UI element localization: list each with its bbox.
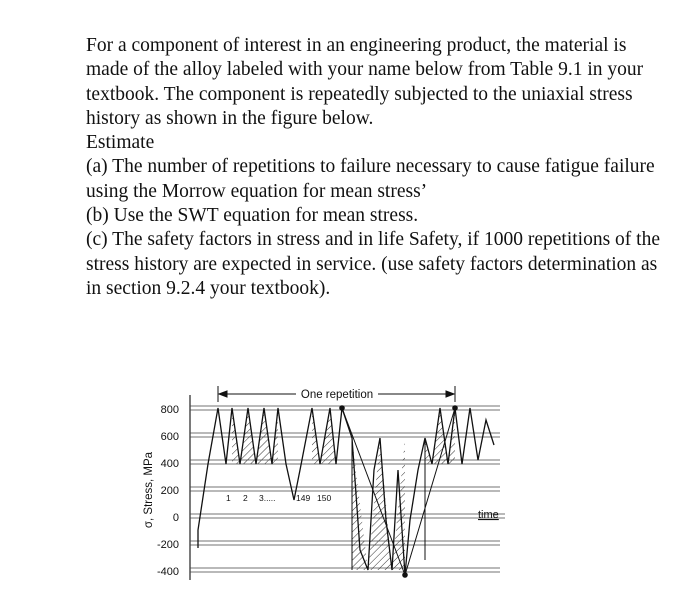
estimate-heading: Estimate [86, 132, 155, 154]
part-b: (b) Use the SWT equation for mean stress. [86, 205, 419, 227]
hatched-regions [232, 408, 455, 570]
ytick-minus-400: -400 [156, 566, 179, 578]
cycle-label-150: 150 [317, 493, 332, 503]
peak-marker [339, 405, 345, 411]
one-repetition-label: One repetition [300, 389, 374, 401]
ytick-200: 200 [160, 485, 179, 497]
peak-marker [452, 405, 458, 411]
problem-intro: For a component of interest in an engineering product, the material is made of the alloy labeled with your name below from Table 9.1 in your textbook. The component is repeatedly subjected to the uniaxial stress history as shown in the figure below. [86, 35, 644, 129]
cycle-label-2: 2 [243, 493, 248, 503]
ytick-400: 400 [160, 458, 179, 470]
part-c: (c) The safety factors in stress and in life Safety, if 1000 repetitions of the stress history are expected in service. (use safety factors determination as in section 9.2.4 your textbook). [86, 229, 660, 299]
x-axis-label: time [478, 509, 499, 521]
cycle-label-3: 3..... [259, 493, 276, 503]
part-a: (a) The number of repetitions to failure necessary to cause fatigue failure using the Morrow equation for mean stress’ [86, 156, 655, 202]
ytick-800: 800 [160, 404, 179, 416]
y-axis-label: σ, Stress, MPa [143, 451, 155, 529]
ytick-minus-200: -200 [156, 539, 179, 551]
ytick-0: 0 [172, 512, 179, 524]
cycle-label-149: 149 [296, 493, 311, 503]
ytick-600: 600 [160, 431, 179, 443]
cycle-label-1: 1 [226, 493, 231, 503]
valley-marker [402, 572, 408, 578]
